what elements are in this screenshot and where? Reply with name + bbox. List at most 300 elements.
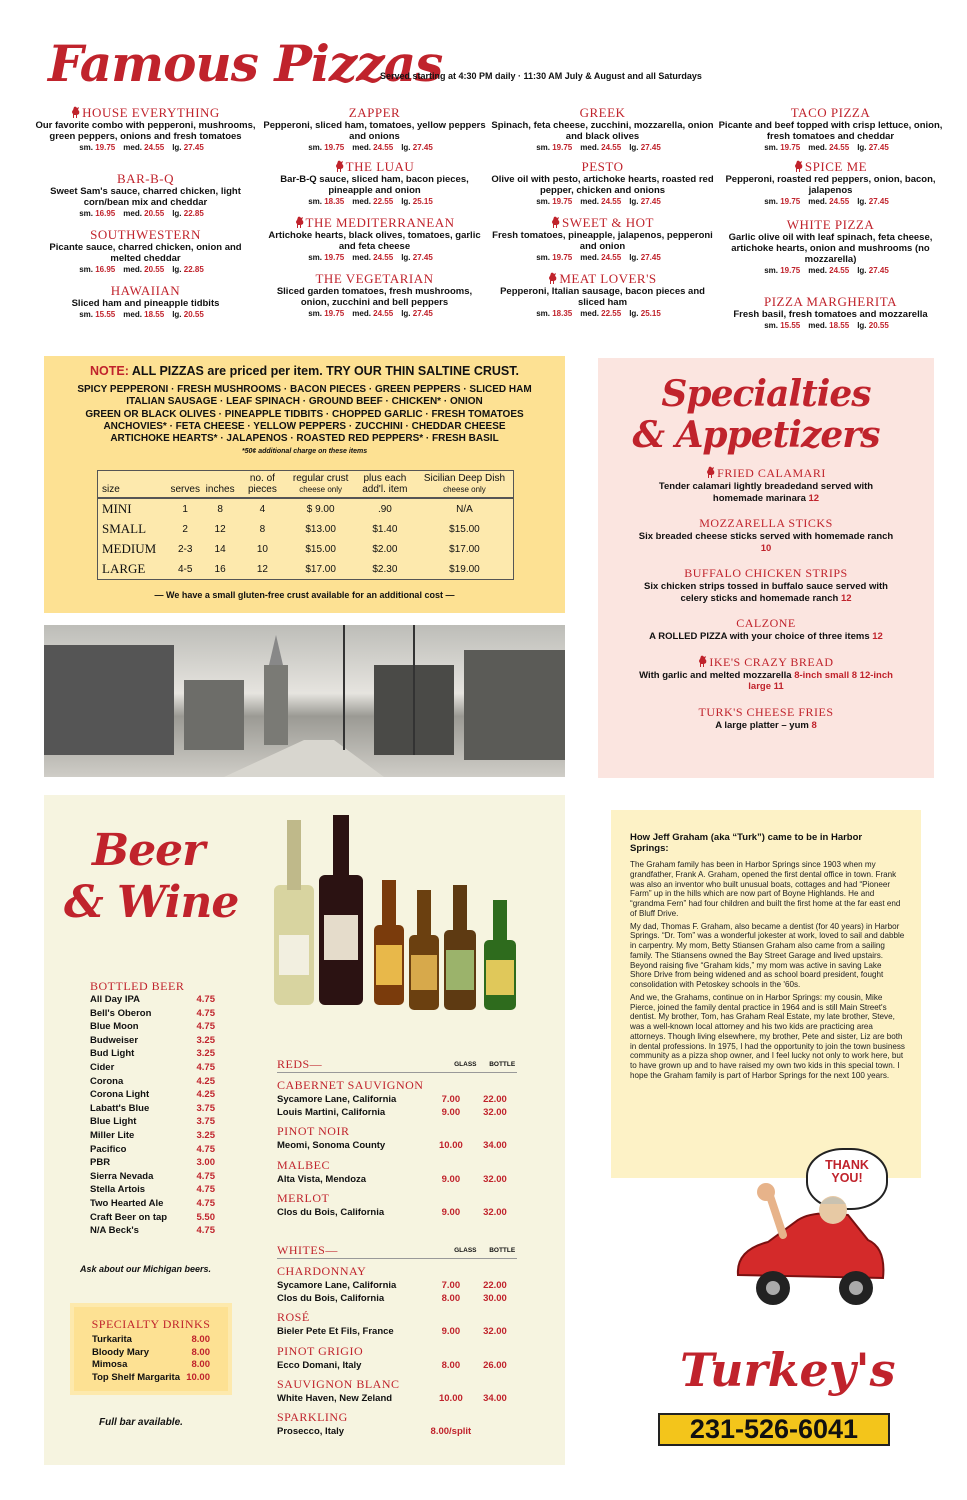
pizza-desc: Pepperoni, sliced ham, tomatoes, yellow peppers and onions [263,120,486,142]
appetizer-name: IKE'S CRAZY BREAD [709,654,834,669]
beer-item [90,1020,215,1034]
beer-item [90,993,215,1007]
served-times: Served starting at 4:30 PM daily · 11:30 AM July & August and all Saturdays [380,71,702,81]
wine-row [277,1392,517,1405]
drink-price: 8.00 [191,1334,210,1345]
table-cell: N/A [456,503,473,515]
beer-name: All Day IPA [90,994,140,1005]
table-cell: 1 [182,503,188,515]
pizza-item [262,272,487,319]
bottle-header: BOTTLE [489,1061,516,1068]
phone-number[interactable]: 231-526-6041 [658,1413,890,1446]
beer-name: Blue Moon [90,1021,139,1033]
wine-bottle-price: 26.00 [483,1359,507,1371]
table-cell: 2 [182,523,188,535]
pizza-item [33,106,258,153]
rooster-icon [295,216,305,228]
table-cell: $ 9.00 [306,503,335,515]
wine-varietal: SAUVIGNON BLANC [277,1376,400,1391]
beer-item [90,1075,215,1089]
wine-row [277,1292,517,1305]
col-serves: serves [170,484,200,495]
table-cell: 10 [256,543,268,555]
pizza-item [262,160,487,207]
pizza-desc: Garlic olive oil with leaf spinach, feta cheese, artichoke hearts, onion and mushrooms (no mozzarella) [728,232,933,265]
drink-item [92,1372,210,1385]
thank-you-text: THANK YOU! [825,1158,869,1185]
beer-price: 3.00 [196,1157,215,1169]
wine-name: Clos du Bois, California [277,1206,385,1218]
table-cell: 2-3 [177,543,193,555]
table-cell: 4-5 [177,563,193,575]
wine-glass-price: 9.00 [441,1107,461,1119]
wine-bottle-price: 32.00 [483,1326,507,1338]
pizza-name: TACO PIZZA [790,105,871,120]
wine-name: White Haven, New Zeland [277,1392,393,1404]
col-regular-sub: cheese only [299,485,342,494]
story-paragraph: The Graham family has been in Harbor Springs since 1903 when my grandfather, Frank A. Graham, opened the first dental office in town. Frank was also an inventor who built unusual boats, cottages and had “Pioneer Farm” up in the hills which are now part of Boyne Highlands. He and “grandma Fern” had four children and built the first home at the far east end of Bluff Drive. [630,860,901,918]
pizza-item [718,106,943,153]
appetizer-item [598,566,934,604]
table-cell: MEDIUM [102,541,157,556]
pizza-name: HOUSE EVERYTHING [82,105,220,120]
wine-bottle-price: 34.00 [483,1140,507,1152]
pizza-prices: sm. 16.95 med. 20.55 lg. 22.85 [79,265,204,274]
wine-varietal: CABERNET SAUVIGNON [277,1078,424,1092]
rooster-icon [794,160,804,172]
wine-row [277,1425,517,1438]
table-cell: MINI [102,501,132,516]
beer-item [90,1102,215,1116]
glass-header: GLASS [454,1061,477,1068]
pizza-name: SPICE ME [804,159,868,174]
wine-varietal: CHARDONNAY [277,1264,367,1279]
wine-row [277,1279,517,1292]
pizza-desc: Artichoke hearts, black olives, tomatoes, garlic and feta cheese [268,230,481,252]
rooster-icon [706,466,716,478]
pizza-desc: Sweet Sam's sauce, charred chicken, light corn/bean mix and cheddar [50,186,241,208]
pizza-prices: sm. 19.75 med. 24.55 lg. 27.45 [536,143,661,152]
wine-row [277,1173,517,1186]
table-cell: $15.00 [449,523,480,535]
table-cell: $19.00 [449,563,480,575]
note-lead: NOTE: [90,364,129,378]
specialties-title: Specialties [661,373,871,415]
beer-price: 4.75 [196,1061,215,1073]
appetizer-desc: With garlic and melted mozzarella [639,669,792,681]
topping-line: GREEN OR BLACK OLIVES · PINEAPPLE TIDBITS · CHOPPED GARLIC · FRESH TOMATOES [85,408,524,420]
bottled-beer-heading: BOTTLED BEER [90,979,185,993]
table-row [98,539,513,559]
wine-varietal: ROSÉ [277,1310,310,1325]
beer-name: Corona Light [90,1089,150,1101]
beer-title: Beer [92,825,205,876]
wine-beer-bottles-photo [269,815,559,1015]
wine-glass-price: 10.00 [438,1392,463,1404]
wine-name: Meomi, Sonoma County [277,1140,386,1152]
wine-glass-price: 9.00 [441,1173,461,1185]
story-title: How Jeff Graham (aka “Turk”) came to be in Harbor Springs: [630,832,863,854]
beer-item [90,1007,215,1021]
car-illustration [728,1180,888,1325]
wine-bottle-price: 22.00 [483,1094,507,1105]
beer-name: Cider [90,1061,115,1073]
col-additem: plus each add'l. item [362,473,408,495]
pizza-name: MEAT LOVER'S [559,271,657,286]
wine-bottle-price [473,1425,517,1438]
pizza-item [262,106,487,153]
beer-price: 4.75 [196,1007,215,1019]
pizza-item [490,160,715,207]
beer-price: 3.25 [196,1129,215,1141]
beer-list [90,993,215,1238]
pizza-item [718,218,943,276]
beer-price: 3.25 [196,1048,215,1060]
pizza-prices: sm. 18.35 med. 22.55 lg. 25.15 [308,197,433,206]
wine-name: Clos du Bois, California [277,1293,385,1305]
wine-row [277,1206,517,1219]
table-cell: $2.00 [372,543,398,555]
pizza-name: SWEET & HOT [562,215,654,230]
col-pieces: no. of pieces [247,473,277,495]
beer-name: Craft Beer on tap [90,1211,168,1223]
rooster-icon [71,106,81,118]
beer-name: Miller Lite [90,1129,135,1141]
pizza-prices: sm. 15.55 med. 18.55 lg. 20.55 [764,321,889,330]
appetizer-desc: A large platter – yum [715,719,809,731]
pizza-desc: Fresh tomatoes, pineapple, jalapenos, pepperoni and onion [492,230,713,252]
wine-glass-price: 10.00 [438,1140,463,1152]
drink-price: 8.00 [191,1346,210,1358]
table-row [98,519,513,539]
pizza-desc: Our favorite combo with pepperoni, mushrooms, green peppers, onions and fresh tomatoes [35,120,256,142]
table-cell: LARGE [102,561,146,576]
beer-price: 4.75 [196,1021,215,1033]
beer-price: 4.75 [196,1170,215,1182]
drinks-list [74,1332,228,1384]
beer-price: 4.25 [196,1075,215,1087]
pizza-item [33,284,258,320]
wine-section-heading: WHITES— [277,1243,338,1258]
drink-price: 8.00 [191,1359,210,1370]
wine-varietal: PINOT NOIR [277,1124,350,1139]
wine-glass-price: 8.00 [441,1293,461,1305]
table-cell: 12 [256,563,268,575]
drink-name: Turkarita [92,1334,132,1345]
beer-name: Stella Artois [90,1184,146,1196]
wine-bottle-price: 32.00 [483,1107,507,1119]
drink-price: 10.00 [186,1371,210,1383]
drink-item [92,1347,210,1360]
drink-name: Top Shelf Margarita [92,1371,180,1383]
note-text: ALL PIZZAS are priced per item. TRY OUR THIN SALTINE CRUST. [131,364,519,378]
pizza-desc: Sliced garden tomatoes, fresh mushrooms, onion, zucchini and bell peppers [276,286,473,308]
appetizer-item [598,466,934,504]
beer-price: 4.25 [196,1089,215,1101]
pizza-item [490,272,715,319]
beer-item [90,1224,215,1238]
pizza-prices: sm. 19.75 med. 24.55 lg. 27.45 [764,266,889,275]
appetizer-desc: Tender calamari lightly breadedand served with homemade marinara [658,481,874,504]
appetizer-name: BUFFALO CHICKEN STRIPS [684,566,848,580]
glass-header: GLASS [454,1247,477,1255]
pizza-prices: sm. 19.75 med. 24.55 lg. 27.45 [79,143,204,152]
size-table [97,470,514,580]
appetizer-item [598,516,934,554]
beer-name: Blue Light [90,1116,137,1128]
appetizer-name: CALZONE [736,616,796,630]
table-cell: SMALL [102,521,147,536]
note-box [44,356,565,613]
appetizer-price: 10 [760,542,772,554]
beer-name: Labatt's Blue [90,1102,150,1114]
extra-charge-note: *50¢ additional charge on these items [241,448,368,456]
beer-price: 3.75 [196,1116,215,1128]
bottle-header: BOTTLE [489,1247,516,1255]
topping-line: ARTICHOKE HEARTS* · JALAPENOS · ROASTED RED PEPPERS* · FRESH BASIL [110,433,499,445]
table-cell: $15.00 [305,543,336,555]
beer-name: PBR [90,1157,111,1169]
specialties-box [598,358,934,778]
table-cell: $17.00 [449,543,480,555]
wine-name: Bieler Pete Et Fils, France [277,1326,394,1338]
pizza-name: WHITE PIZZA [786,217,875,232]
beer-wine-box [44,795,565,1465]
story-paragraph: My dad, Thomas F. Graham, also became a dentist (for 40 years) in Harbor Springs. “Dr. Tom” was a wonderful jokester at work, loved to sail and dabble in carpentry. My mom, Betty Stiansen Graham also came from a sailing family. The Stiansens owned the Bay Street Garage and lived upstairs. Beyond raising five “Graham kids,” my mom was active in saving Lake Shore Drive from being widened and as school board president, fought consolidation with Petoskey schools in the '60s. [630,921,905,989]
pizza-item [490,106,715,153]
pizza-prices: sm. 18.35 med. 22.55 lg. 25.15 [536,309,661,318]
appetizers-title: & Appetizers [632,414,880,456]
beer-item [90,1088,215,1102]
pizza-prices: sm. 15.55 med. 18.55 lg. 20.55 [79,310,204,319]
beer-price: 4.75 [196,1225,215,1237]
topping-line: SPICY PEPPERONI · FRESH MUSHROOMS · BACON PIECES · GREEN PEPPERS · SLICED HAM [77,384,532,395]
col-size: size [102,484,120,495]
table-row [98,559,513,579]
table-cell: 8 [259,523,266,535]
wine-varietal: PINOT GRIGIO [277,1343,364,1358]
historic-street-photo [44,625,565,777]
beer-price: 4.75 [196,1184,215,1196]
pizza-prices: sm. 16.95 med. 20.55 lg. 22.85 [79,209,204,218]
table-row [98,498,513,519]
pizza-desc: Pepperoni, roasted red peppers, onion, bacon, jalapenos [725,174,936,196]
wine-bottle-price: 34.00 [483,1392,507,1404]
table-cell: $13.00 [305,523,336,535]
beer-item [90,1129,215,1143]
drink-item [92,1359,210,1372]
drink-name: Mimosa [92,1359,128,1370]
table-cell: 8 [217,503,223,515]
appetizer-name: TURK'S CHEESE FRIES [698,704,834,719]
turkeys-logo: Turkey's [680,1343,896,1397]
table-cell: $2.30 [372,563,398,575]
beer-price: 3.25 [196,1034,215,1046]
table-cell: $17.00 [305,563,336,575]
wine-glass-price: 8.00/split [430,1426,472,1438]
gluten-free-note: — We have a small gluten-free crust available for an additional cost — [154,590,455,600]
full-bar-note: Full bar available. [99,1417,183,1428]
drink-item [92,1334,210,1347]
toppings-list [44,384,565,445]
rooster-icon [698,655,708,667]
pizza-item [262,216,487,263]
specialty-drinks-heading: SPECIALTY DRINKS [91,1317,211,1331]
wine-row [277,1325,517,1338]
story-paragraph: And we, the Grahams, continue on in Harbor Springs: my cousin, Mike Pierce, joined the family dental practice in 1964 and is still Main Street's dentist. My brother, Tom, has Graham Real Estate, my late brother, Steve, was a well-known local attorney and his two kids are practicing area attorneys. Though living elsewhere, my brother, Pete and sister, Liz are both in dental professions. In 1975, I had the opportunity to join the town business community as a pizza shop owner, and I feel lucky not only to work here, but to have grown up and to have raised my own two kids in this special town. I hope the Graham family is part of Harbor Springs for the next 100 years. [630,992,905,1080]
rooster-icon [335,160,345,172]
wine-varietal: MALBEC [277,1157,331,1172]
appetizer-item [598,616,934,643]
beer-item [90,1115,215,1129]
beer-item [90,1034,215,1048]
pizza-desc: Olive oil with pesto, artichoke hearts, roasted red pepper, chicken and onions [491,174,714,196]
wine-bottle-price: 32.00 [483,1206,507,1218]
rooster-icon [548,272,558,284]
appetizer-desc: Six chicken strips tossed in buffalo sauce served with celery sticks and homemade ranch [644,581,888,604]
appetizer-price: 12 [808,492,820,504]
pizza-name: PIZZA MARGHERITA [764,294,897,309]
wine-row [277,1139,517,1152]
wine-bottle-price: 22.00 [483,1280,507,1292]
pizza-prices: sm. 19.75 med. 24.55 lg. 27.45 [308,309,433,318]
appetizer-price: 8 [811,719,817,731]
wine-name: Alta Vista, Mendoza [277,1173,367,1185]
pizza-desc: Bar-B-Q sauce, sliced ham, bacon pieces, pineapple and onion [280,174,469,196]
beer-name: N/A Beck's [90,1225,139,1237]
beer-name: Budweiser [90,1034,139,1046]
wine-varietal: MERLOT [277,1190,330,1205]
appetizer-price: 8-inch small 8 12-inch large 11 [748,669,893,692]
pizza-desc: Picante and beef topped with crisp lettuce, onion, fresh tomatoes and cheddar [718,120,943,142]
beer-name: Corona [90,1075,124,1087]
pizza-desc: Pepperoni, Italian sausage, bacon pieces and sliced ham [500,286,705,308]
wine-name: Prosecco, Italy [277,1426,345,1438]
appetizer-list [598,466,934,731]
wine-name: Sycamore Lane, California [277,1094,397,1105]
wine-name: Sycamore Lane, California [277,1280,397,1292]
beer-price: 3.75 [196,1102,215,1114]
beer-name: Two Hearted Ale [90,1197,164,1209]
wine-name: Ecco Domani, Italy [277,1359,362,1371]
pizza-prices: sm. 19.75 med. 24.55 lg. 27.45 [308,143,433,152]
pizza-name: ZAPPER [348,105,401,120]
owner-story [611,810,921,1178]
specialty-drinks-box [70,1303,232,1395]
pizza-item [718,295,943,331]
col-sicilian: Sicilian Deep Dish [423,473,506,484]
appetizer-desc: Six breaded cheese sticks served with homemade ranch [638,531,894,542]
pizza-item [33,172,258,219]
topping-line: ANCHOVIES* · FETA CHEESE · YELLOW PEPPERS · ZUCCHINI · CHEDDAR CHEESE [103,420,506,432]
beer-name: Sierra Nevada [90,1170,154,1182]
col-sicilian-sub: cheese only [443,485,486,494]
wine-glass-price: 7.00 [441,1280,461,1292]
pizza-item [490,216,715,263]
beer-name: Pacifico [90,1143,127,1155]
beer-price: 5.50 [196,1211,215,1223]
wine-glass-price: 9.00 [441,1326,461,1338]
pizza-item [33,228,258,275]
appetizer-name: MOZZARELLA STICKS [699,516,833,530]
table-cell: 12 [214,523,226,535]
pizza-name: PESTO [581,159,624,174]
drink-name: Bloody Mary [92,1346,150,1358]
pizza-item [718,160,943,207]
beer-price: 4.75 [196,1197,215,1209]
beer-item [90,1047,215,1061]
pizza-name: SOUTHWESTERN [90,227,201,242]
beer-name: Bell's Oberon [90,1007,152,1019]
beer-price: 4.75 [196,1143,215,1155]
table-cell: 16 [214,563,226,575]
pizza-name: THE VEGETARIAN [315,271,434,286]
appetizer-price: 12 [872,631,883,642]
appetizer-item [598,655,934,693]
wine-section-heading: REDS— [277,1057,323,1071]
beer-price: 4.75 [196,994,215,1005]
beer-item [90,1143,215,1157]
page-title: Famous Pizzas [48,34,443,93]
pizza-prices: sm. 19.75 med. 24.55 lg. 27.45 [764,197,889,206]
pizza-name: BAR-B-Q [117,171,174,186]
pizza-desc: Fresh basil, fresh tomatoes and mozzarella [733,309,928,320]
pizza-name: GREEK [579,105,626,120]
beer-item [90,1211,215,1225]
beer-item [90,1170,215,1184]
col-regular: regular crust [292,473,349,484]
pizza-name: THE LUAU [345,159,415,174]
table-cell: 14 [214,543,226,555]
wine-glass-price: 9.00 [441,1206,461,1218]
beer-item [90,1197,215,1211]
wine-glass-price: 8.00 [441,1359,461,1371]
appetizer-desc: A ROLLED PIZZA with your choice of three items [649,631,870,642]
pizza-desc: Spinach, feta cheese, zucchini, mozzarella, onion and black olives [491,120,714,142]
wine-list [277,1057,517,1438]
wine-name: Louis Martini, California [277,1107,386,1119]
pizza-desc: Picante sauce, charred chicken, onion and melted cheddar [49,242,242,264]
wine-row [277,1359,517,1372]
pizza-name: THE MEDITERRANEAN [305,215,455,230]
wine-title: & Wine [64,877,239,928]
beer-name: Bud Light [90,1048,135,1060]
table-cell: $1.40 [372,523,398,535]
wine-bottle-price: 32.00 [483,1173,507,1185]
pizza-prices: sm. 19.75 med. 24.55 lg. 27.45 [308,253,433,262]
beer-item [90,1061,215,1075]
appetizer-name: FRIED CALAMARI [717,466,826,480]
pizza-prices: sm. 19.75 med. 24.55 lg. 27.45 [536,197,661,206]
wine-varietal: SPARKLING [277,1410,348,1425]
topping-line: ITALIAN SAUSAGE · LEAF SPINACH · GROUND BEEF · CHICKEN* · ONION [126,396,483,408]
rooster-icon [551,216,561,228]
appetizer-item [598,705,934,732]
table-cell: 4 [259,503,266,515]
pizza-desc: Sliced ham and pineapple tidbits [71,298,220,309]
appetizer-price: 12 [840,592,852,604]
beer-item [90,1156,215,1170]
wine-glass-price: 7.00 [441,1094,461,1105]
pizza-prices: sm. 19.75 med. 24.55 lg. 27.45 [764,143,889,152]
beer-item [90,1183,215,1197]
pizza-name: HAWAIIAN [110,283,181,298]
wine-bottle-price: 30.00 [483,1293,507,1305]
table-cell: .90 [377,503,392,515]
pizza-prices: sm. 19.75 med. 24.55 lg. 27.45 [536,253,661,262]
wine-row [277,1093,517,1106]
michigan-note: Ask about our Michigan beers. [80,1264,212,1274]
